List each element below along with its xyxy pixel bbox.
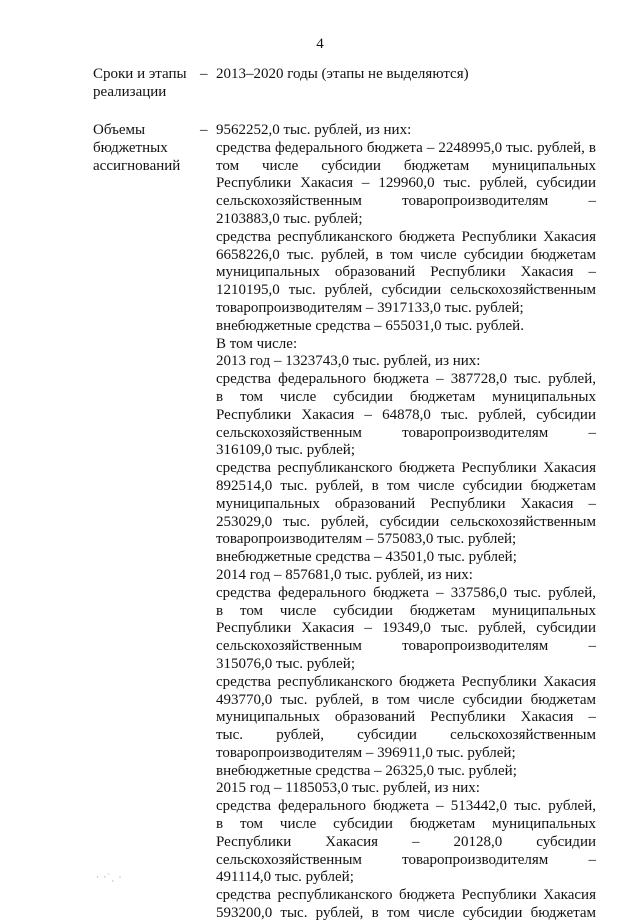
text-line: тыс. рублей, субсидии сельскохозяйственным [216,727,596,744]
text-line: сельскохозяйственным товаропроизводителям – [216,638,596,655]
text-line: 6658226,0 тыс. рублей, в том числе субсидии бюджетам [216,246,596,263]
text-line: Республики Хакасия – 20128,0 субсидии [216,833,596,850]
text-line: 2013–2020 годы (этапы не выделяются) [216,66,469,82]
text-line: сельскохозяйственным товаропроизводителям – [216,851,596,868]
text-line: средства республиканского бюджета Республики Хакасия [216,673,596,690]
text-line: средства республиканского бюджета Республики Хакасия [216,887,596,904]
budget-text [216,122,596,923]
text-line: 9562252,0 тыс. рублей, из них: [216,122,412,138]
text-line: товаропроизводителям – 3917133,0 тыс. рублей; [216,299,524,316]
text-line: 493770,0 тыс. рублей, в том числе субсидии бюджетам [216,691,596,708]
text-line: в том числе субсидии бюджетам муниципальных [216,388,596,405]
text-line: сельскохозяйственным товаропроизводителям – [216,424,596,441]
text-line: в том числе субсидии бюджетам муниципальных [216,816,596,833]
text-line: средства федерального бюджета – 337586,0 тыс. рублей, [216,584,596,601]
page-number: 4 [316,36,324,52]
text-line: 2013 год – 1323743,0 тыс. рублей, из них: [216,353,481,370]
label-line: ассигнований [93,157,181,174]
text-line: внебюджетные средства – 43501,0 тыс. рублей; [216,549,517,566]
text-line: 1210195,0 тыс. рублей, субсидии сельскохозяйственным [216,282,596,299]
label-line: Объемы [93,122,146,138]
dash-timeframe: – [200,66,208,82]
scan-mark: · ·˙ˎ · [96,872,123,882]
text-line: средства республиканского бюджета Республики Хакасия [216,228,596,245]
text-line: внебюджетные средства – 655031,0 тыс. рублей. [216,317,524,334]
text-line: средства федерального бюджета – 513442,0 тыс. рублей, [216,798,596,815]
text-line: внебюджетные средства – 26325,0 тыс. рублей; [216,762,517,779]
text-line: В том числе: [216,335,298,352]
text-line: средства федерального бюджета – 2248995,0 тыс. рублей, в [216,139,596,156]
text-line: товаропроизводителям – 575083,0 тыс. рублей; [216,531,517,548]
label-line: реализации [93,83,167,100]
text-line: в том числе субсидии бюджетам муниципальных [216,602,596,619]
text-line: 2103883,0 тыс. рублей; [216,210,363,227]
text-line: 2015 год – 1185053,0 тыс. рублей, из них: [216,780,480,797]
text-line: 593200,0 тыс. рублей, в том числе субсидии бюджетам [216,905,596,922]
label-timeframe [93,66,193,102]
text-line: 2014 год – 857681,0 тыс. рублей, из них: [216,566,473,583]
label-budget [93,122,193,175]
timeframe-text [216,66,596,84]
text-line: 316109,0 тыс. рублей; [216,442,355,459]
text-line: 315076,0 тыс. рублей; [216,655,355,672]
label-line: бюджетных [93,139,168,156]
text-line: товаропроизводителям – 396911,0 тыс. рублей; [216,744,516,761]
text-line: том числе субсидии бюджетам муниципальных [216,157,596,174]
text-line: Республики Хакасия – 19349,0 тыс. рублей, субсидии [216,620,596,637]
text-line: 491114,0 тыс. рублей; [216,869,354,886]
text-line: Республики Хакасия – 64878,0 тыс. рублей, субсидии [216,406,596,423]
text-line: средства федерального бюджета – 387728,0 тыс. рублей, [216,371,596,388]
text-line: муниципальных образований Республики Хакасия – [216,709,596,726]
text-line: сельскохозяйственным товаропроизводителям – [216,193,596,210]
text-line: муниципальных образований Республики Хакасия – [216,495,596,512]
text-line: Республики Хакасия – 129960,0 тыс. рублей, субсидии [216,175,596,192]
text-line: средства республиканского бюджета Республики Хакасия [216,460,596,477]
text-line: 892514,0 тыс. рублей, в том числе субсидии бюджетам [216,477,596,494]
text-line: 253029,0 тыс. рублей, субсидии сельскохозяйственным [216,513,596,530]
label-line: Сроки и этапы [93,66,187,82]
dash-budget: – [200,122,208,138]
text-line: муниципальных образований Республики Хакасия – [216,264,596,281]
